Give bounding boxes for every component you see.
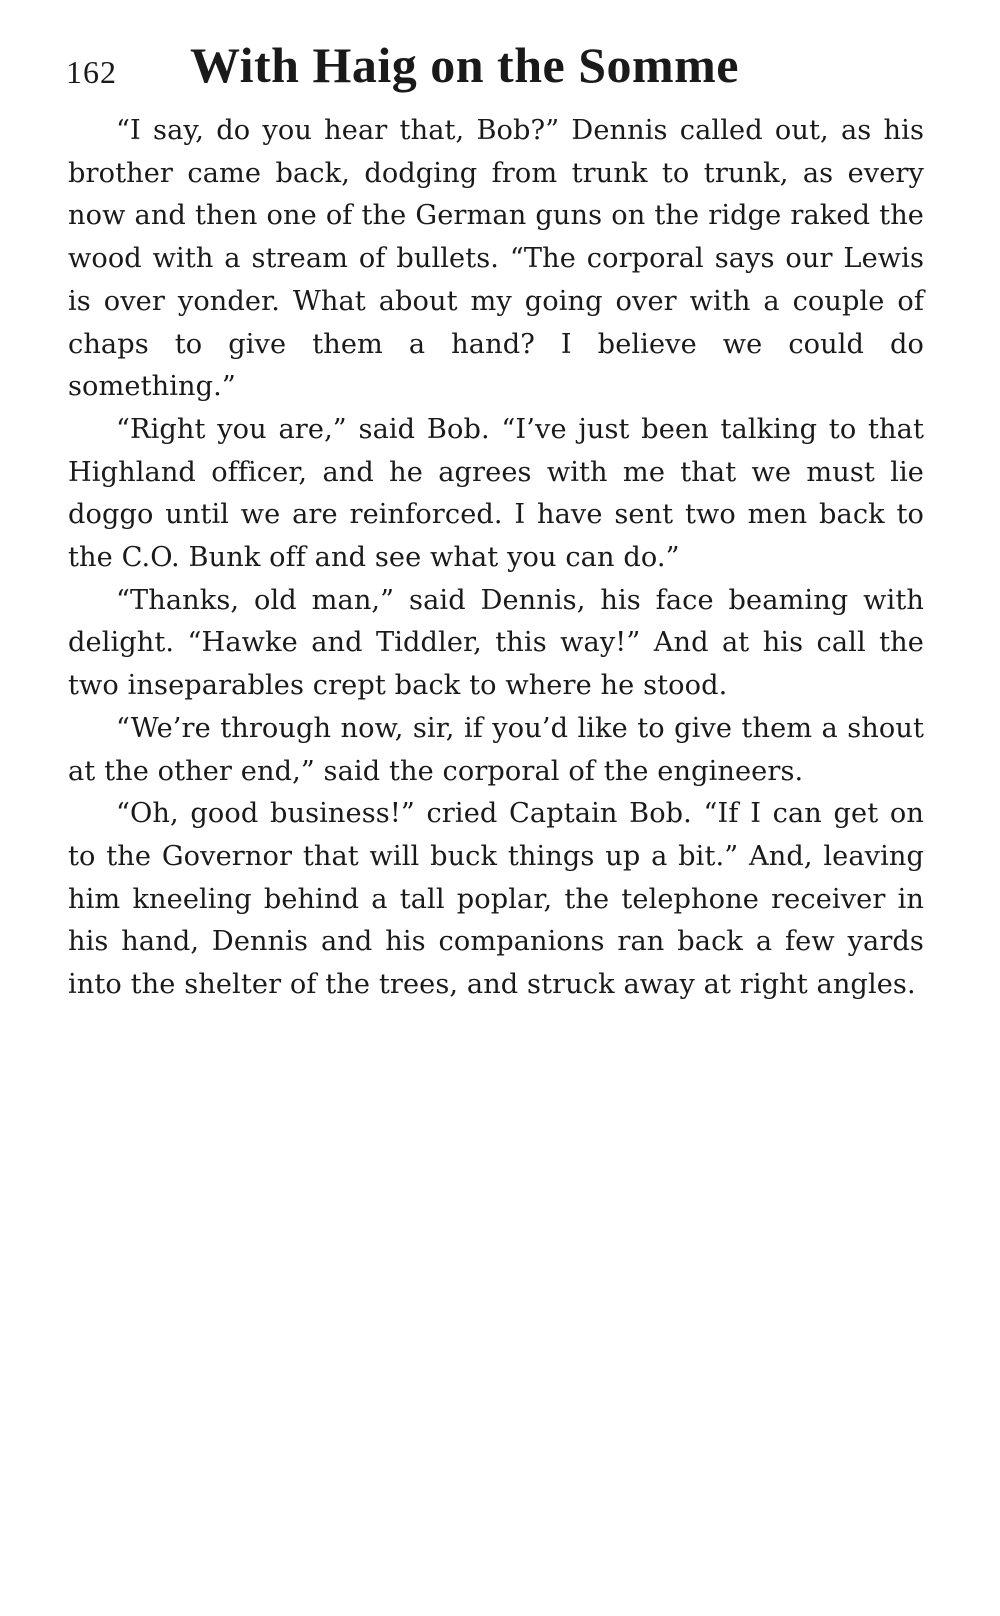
page-header	[66, 36, 946, 100]
paragraph: “We’re through now, sir, if you’d like to give them a shout at the other end,” said the corporal of the engineers.	[68, 712, 924, 787]
paragraph: “Thanks, old man,” said Dennis, his face beaming with delight. “Hawke and Tiddler, this way!” And at his call the two inseparables crept back to where he stood.	[68, 584, 924, 702]
paragraph: “I say, do you hear that, Bob?” Dennis called out, as his brother came back, dodging from trunk to trunk, as every now and then one of the German guns on the ridge raked the wood with a stream of bullets. “The corporal says our Lewis is over yonder. What about my going over with a couple of chaps to give them a hand? I believe we could do something.”	[68, 115, 924, 403]
running-title: With Haig on the Somme	[190, 37, 739, 93]
page-number: 162	[66, 54, 117, 90]
body-text	[68, 110, 924, 1007]
paragraph: “Right you are,” said Bob. “I’ve just been talking to that Highland officer, and he agrees with me that we must lie doggo until we are reinforced. I have sent two men back to the C.O. Bunk off and see what you can do.”	[68, 413, 924, 574]
paragraph: “Oh, good business!” cried Captain Bob. “If I can get on to the Governor that will buck things up a bit.” And, leaving him kneeling behind a tall poplar, the telephone receiver in his hand, Dennis and his companions ran back a few yards into the shelter of the trees, and struck away at right angles.	[68, 798, 924, 1001]
